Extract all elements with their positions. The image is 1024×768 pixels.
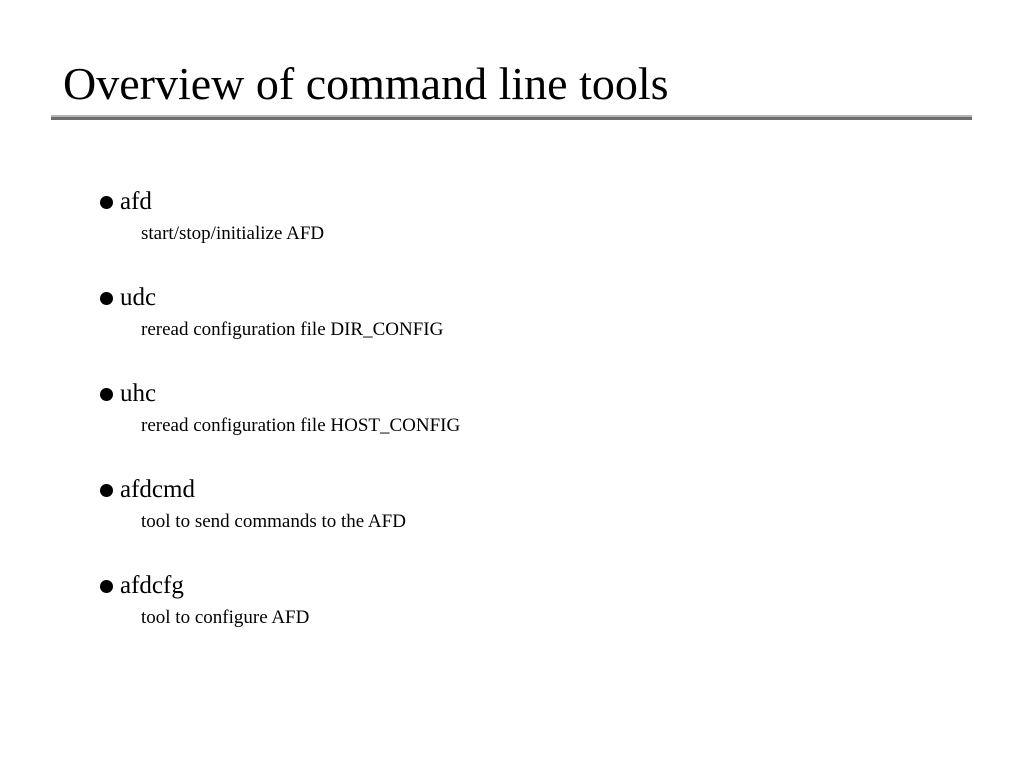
tool-list	[100, 186, 460, 666]
bullet-icon	[100, 580, 113, 593]
slide-title: Overview of command line tools	[63, 58, 669, 109]
list-item	[100, 570, 460, 666]
list-item	[100, 186, 460, 282]
tool-description: reread configuration file HOST_CONFIG	[141, 415, 461, 436]
tool-heading	[100, 186, 460, 218]
tool-name: uhc	[120, 380, 157, 407]
tool-name: afd	[120, 188, 152, 215]
tool-name: afdcfg	[120, 572, 184, 599]
tool-heading	[100, 282, 460, 314]
list-item	[100, 282, 460, 378]
tool-heading	[100, 474, 460, 506]
tool-description: reread configuration file DIR_CONFIG	[141, 319, 444, 340]
tool-description: tool to send commands to the AFD	[141, 511, 406, 532]
tool-description: start/stop/initialize AFD	[141, 223, 325, 244]
tool-description: tool to configure AFD	[141, 607, 310, 628]
tool-name: udc	[120, 284, 157, 311]
bullet-icon	[100, 484, 113, 497]
tool-name: afdcmd	[120, 476, 195, 503]
bullet-icon	[100, 388, 113, 401]
tool-heading	[100, 378, 460, 410]
tool-heading	[100, 570, 460, 602]
title-divider	[51, 115, 972, 120]
bullet-icon	[100, 196, 113, 209]
bullet-icon	[100, 292, 113, 305]
list-item	[100, 474, 460, 570]
list-item	[100, 378, 460, 474]
